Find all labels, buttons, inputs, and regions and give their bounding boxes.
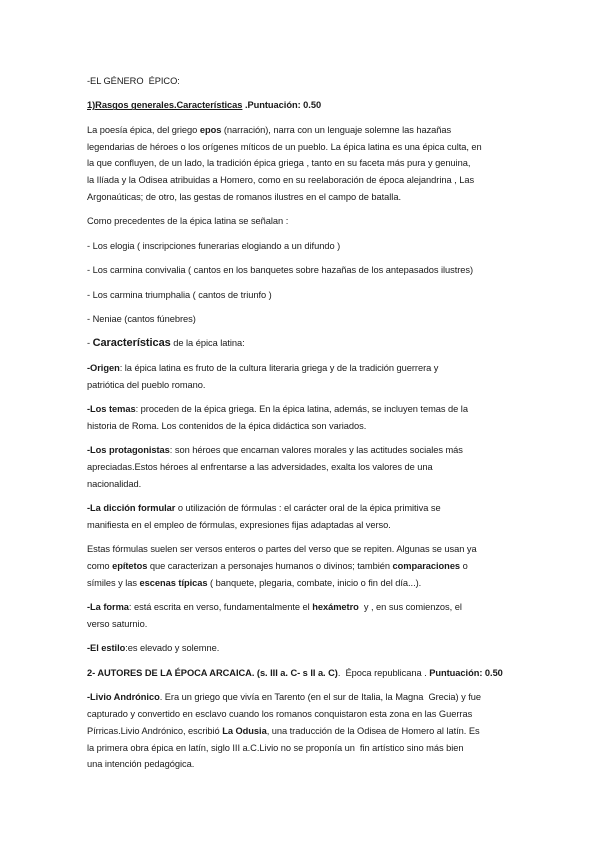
text-line	[87, 155, 527, 172]
text-run: la primera obra épica en latín, siglo III a.C.Livio no se proponía un fin artístico sino más bien	[87, 742, 464, 753]
text-line	[87, 500, 527, 517]
bold-text: -El estilo	[87, 643, 126, 654]
text-line	[87, 139, 527, 156]
text-run: ( banquete, plegaria, combate, inicio o fin del día...).	[207, 577, 422, 588]
bold-text: -La forma	[87, 602, 129, 613]
bold-text: 2- AUTORES DE LA ÉPOCA ARCAICA.	[87, 667, 255, 678]
text-line	[87, 665, 527, 682]
paragraph	[87, 97, 527, 114]
text-line	[87, 740, 527, 757]
text-run: de la épica latina:	[170, 338, 245, 349]
paragraph	[87, 262, 527, 279]
text-run: Argonaúticas; de otro, las gestas de romanos ilustres en el campo de batalla.	[87, 191, 401, 202]
text-run: -	[87, 338, 93, 349]
text-line	[87, 459, 527, 476]
text-line	[87, 172, 527, 189]
paragraph	[87, 689, 527, 773]
text-line	[87, 476, 527, 493]
text-run: - Los elogia ( inscripciones funerarias elogiando a un difundo )	[87, 240, 341, 251]
text-line	[87, 558, 527, 575]
bold-text: -Origen	[87, 362, 120, 373]
text-run: - Los carmina triumphalia ( cantos de triunfo )	[87, 289, 272, 300]
bold-text: -Los temas	[87, 403, 136, 414]
text-run: historia de Roma. Los contenidos de la épica didáctica son variados.	[87, 420, 367, 431]
text-run: verso saturnio.	[87, 619, 148, 630]
text-line	[87, 517, 527, 534]
text-run: una intención pedagógica.	[87, 759, 195, 770]
text-line	[87, 73, 527, 90]
text-run: capturado y convertido en esclavo cuando los romanos conquistaron esta zona en las Guerras	[87, 709, 473, 719]
text-line	[87, 689, 527, 706]
text-line	[87, 541, 527, 558]
text-run: como	[87, 561, 113, 572]
paragraph	[87, 360, 527, 394]
bold-text: comparaciones	[392, 561, 461, 572]
text-run: la que confluyen, de un lado, la tradición épica griega , tanto en su faceta más pura y genuina,	[87, 158, 471, 169]
text-run: o	[460, 561, 468, 572]
paragraph	[87, 238, 527, 255]
text-line	[87, 442, 527, 459]
text-run: -EL GÉNERO ÉPICO:	[87, 76, 180, 86]
text-run: patriótica del pueblo romano.	[87, 379, 206, 390]
bold-text: Características	[92, 337, 171, 350]
bold-text: hexámetro	[312, 602, 359, 613]
text-run: la Ilíada y la Odisea atribuidas a Homero, como en su reelaboración de época alejandrina , Las	[87, 175, 475, 186]
text-line	[87, 262, 527, 279]
text-line	[87, 335, 527, 352]
text-run: - Los carmina convivalia ( cantos en los banquetes sobre hazañas de los antepasados ilustres)	[87, 265, 474, 276]
paragraph	[87, 665, 527, 682]
text-run: , una traducción de la Odisea de Homero al latín. Es	[266, 725, 480, 736]
bold-text: 1)Rasgos generales.Características	[87, 100, 243, 111]
paragraph	[87, 500, 527, 534]
text-run: : proceden de la épica griega. En la épica latina, además, se incluyen temas de la	[135, 403, 468, 414]
text-line	[87, 575, 527, 592]
bold-text: .Puntuación:	[242, 100, 304, 111]
bold-text: Puntuación: 0.50	[429, 667, 503, 678]
paragraph	[87, 73, 527, 90]
bold-text: epítetos	[112, 561, 148, 572]
text-line	[87, 360, 527, 377]
paragraph	[87, 122, 527, 206]
paragraph	[87, 311, 527, 328]
paragraph	[87, 213, 527, 230]
text-line	[87, 238, 527, 255]
text-line	[87, 311, 527, 328]
text-line	[87, 401, 527, 418]
text-line	[87, 706, 527, 723]
bold-text: 0.50	[303, 100, 322, 111]
text-line	[87, 122, 527, 139]
paragraph	[87, 541, 527, 591]
text-line	[87, 418, 527, 435]
text-run: Estas fórmulas suelen ser versos enteros o partes del verso que se repiten. Algunas se usan ya	[87, 544, 477, 555]
text-run: Como precedentes de la épica latina se señalan :	[87, 216, 289, 227]
bold-text: (s. III a. C- s II a. C)	[254, 667, 338, 678]
paragraph	[87, 287, 527, 304]
text-run: y , en sus comienzos, el	[358, 602, 462, 613]
text-run: símiles y las	[87, 577, 140, 588]
text-line	[87, 213, 527, 230]
text-run: : está escrita en verso, fundamentalmente el	[128, 602, 313, 613]
bold-text: -Los protagonistas	[87, 445, 170, 456]
text-run: - Neniae (cantos fúnebres)	[87, 313, 196, 324]
text-line	[87, 287, 527, 304]
text-line	[87, 97, 527, 114]
bold-text: escenas típicas	[139, 577, 208, 588]
text-run: (narración), narra con un lenguaje solemne las hazañas	[221, 124, 452, 135]
text-run: o utilización de fórmulas : el carácter oral de la épica primitiva se	[175, 503, 441, 514]
text-run: . Época republicana .	[337, 667, 430, 678]
text-line	[87, 377, 527, 394]
paragraph	[87, 442, 527, 492]
text-line	[87, 599, 527, 616]
text-line	[87, 756, 527, 773]
text-run: legendarias de héroes o los orígenes míticos de un pueblo. La épica latina es una épica culta, en	[87, 141, 482, 152]
text-run: : son héroes que encarnan valores morales y las actitudes sociales más	[169, 445, 463, 456]
text-run: Pírricas.Livio Andrónico, escribió	[87, 725, 223, 736]
document-page	[87, 73, 527, 781]
text-run: La poesía épica, del griego	[87, 124, 200, 135]
text-line	[87, 189, 527, 206]
bold-text: epos	[199, 124, 222, 135]
paragraph	[87, 599, 527, 633]
text-run: :es elevado y solemne.	[125, 643, 220, 654]
text-run: . Era un griego que vivía en Tarento (en el sur de Italia, la Magna Grecia) y fue	[159, 692, 482, 703]
paragraph	[87, 640, 527, 657]
bold-text: -La dicción formular	[87, 503, 176, 514]
text-line	[87, 723, 527, 740]
text-run: manifiesta en el empleo de fórmulas, expresiones fijas adaptadas al verso.	[87, 519, 391, 530]
text-run: apreciadas.Estos héroes al enfrentarse a las adversidades, exalta los valores de una	[87, 461, 433, 472]
bold-text: La Odusia	[222, 725, 267, 736]
text-run: nacionalidad.	[87, 478, 142, 489]
bold-text: -Livio Andrónico	[87, 692, 160, 703]
paragraph	[87, 401, 527, 435]
text-line	[87, 616, 527, 633]
paragraph	[87, 335, 527, 352]
text-line	[87, 640, 527, 657]
text-run: que caracterizan a personajes humanos o divinos; también	[147, 561, 393, 572]
text-run: : la épica latina es fruto de la cultura literaria griega y de la tradición guerrera y	[119, 362, 439, 373]
